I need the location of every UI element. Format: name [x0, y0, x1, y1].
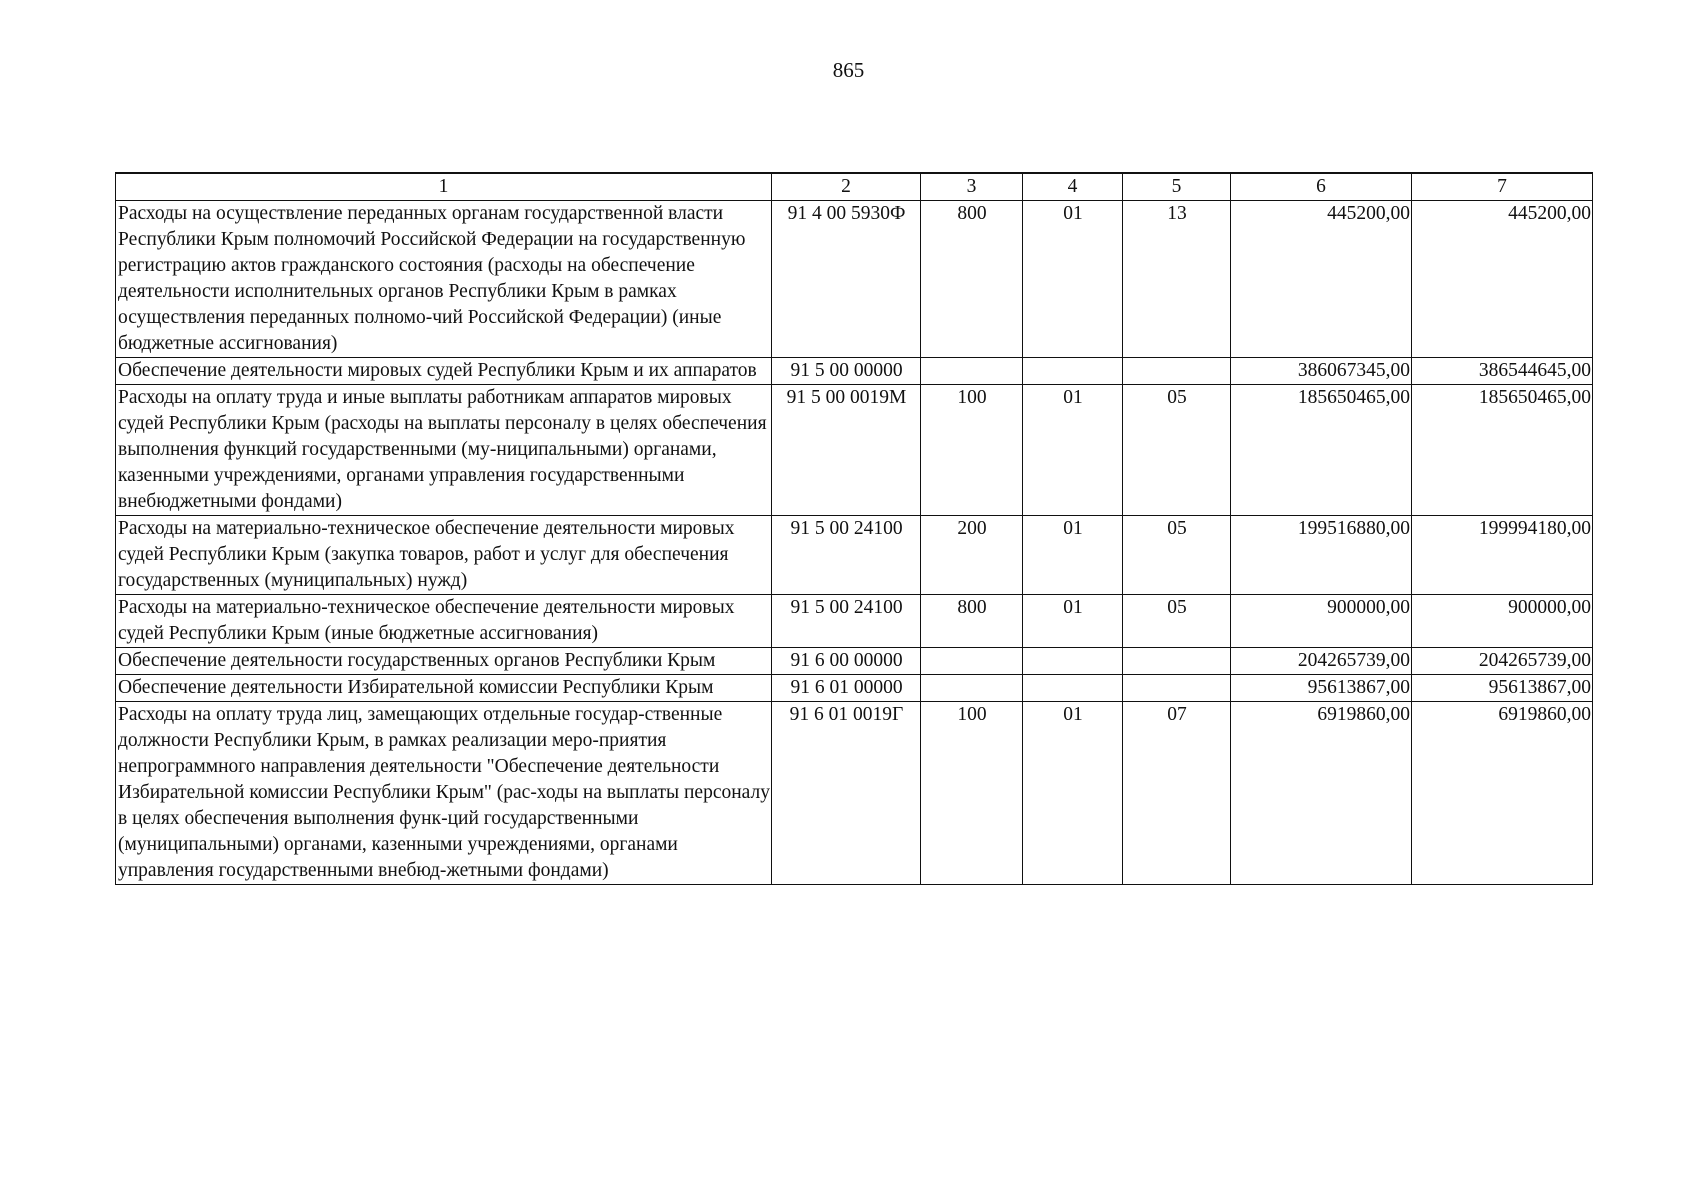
row-amount-col6: 445200,00 — [1231, 201, 1412, 358]
row-description: Обеспечение деятельности мировых судей Республики Крым и их аппаратов — [116, 358, 772, 385]
row-section — [1023, 675, 1123, 702]
row-amount-col6: 204265739,00 — [1231, 648, 1412, 675]
row-subsection — [1123, 358, 1231, 385]
row-expense-type: 100 — [921, 702, 1023, 885]
row-subsection — [1123, 675, 1231, 702]
row-amount-col7: 185650465,00 — [1412, 385, 1593, 516]
row-section — [1023, 648, 1123, 675]
table-row — [116, 675, 1593, 702]
table-row — [116, 201, 1593, 358]
row-subsection: 07 — [1123, 702, 1231, 885]
column-number-row — [116, 173, 1593, 201]
table-row — [116, 648, 1593, 675]
row-target-code: 91 5 00 0019М — [772, 385, 921, 516]
row-subsection — [1123, 648, 1231, 675]
row-target-code: 91 4 00 5930Ф — [772, 201, 921, 358]
row-target-code: 91 6 00 00000 — [772, 648, 921, 675]
row-description: Расходы на оплату труда и иные выплаты работникам аппаратов мировых судей Республики Крым (расходы на выплаты персоналу в целях обеспечения выполнения функций государственными (му-ниципальными) органами, казенными учреждениями, органами управления государственными внебюджетными фондами) — [116, 385, 772, 516]
table-row — [116, 358, 1593, 385]
table-row — [116, 385, 1593, 516]
row-section: 01 — [1023, 702, 1123, 885]
row-section: 01 — [1023, 201, 1123, 358]
row-target-code: 91 6 01 00000 — [772, 675, 921, 702]
row-target-code: 91 6 01 0019Г — [772, 702, 921, 885]
row-section — [1023, 358, 1123, 385]
row-expense-type — [921, 648, 1023, 675]
row-expense-type: 200 — [921, 516, 1023, 595]
row-subsection: 05 — [1123, 385, 1231, 516]
row-amount-col7: 386544645,00 — [1412, 358, 1593, 385]
column-number-6: 6 — [1231, 173, 1412, 201]
page-number: 865 — [832, 58, 865, 82]
row-amount-col7: 900000,00 — [1412, 595, 1593, 648]
column-number-4: 4 — [1023, 173, 1123, 201]
row-section: 01 — [1023, 595, 1123, 648]
row-target-code: 91 5 00 24100 — [772, 516, 921, 595]
column-number-1: 1 — [116, 173, 772, 201]
row-amount-col7: 445200,00 — [1412, 201, 1593, 358]
row-description: Расходы на оплату труда лиц, замещающих отдельные государ-ственные должности Республики Крым, в рамках реализации меро-приятия непрограммного направления деятельности "Обеспечение деятельности Избирательной комиссии Республики Крым" (рас-ходы на выплаты персоналу в целях обеспечения выполнения функ-ций государственными (муниципальными) органами, казенными учреждениями, органами управления государственными внебюд-жетными фондами) — [116, 702, 772, 885]
table-row — [116, 595, 1593, 648]
budget-table — [115, 172, 1593, 885]
table-row — [116, 702, 1593, 885]
row-amount-col6: 6919860,00 — [1231, 702, 1412, 885]
row-description: Обеспечение деятельности Избирательной комиссии Республики Крым — [116, 675, 772, 702]
row-amount-col7: 6919860,00 — [1412, 702, 1593, 885]
table-row — [116, 516, 1593, 595]
row-expense-type — [921, 675, 1023, 702]
row-amount-col6: 95613867,00 — [1231, 675, 1412, 702]
row-expense-type: 800 — [921, 595, 1023, 648]
row-amount-col6: 900000,00 — [1231, 595, 1412, 648]
row-expense-type — [921, 358, 1023, 385]
column-number-5: 5 — [1123, 173, 1231, 201]
column-number-7: 7 — [1412, 173, 1593, 201]
column-number-2: 2 — [772, 173, 921, 201]
row-target-code: 91 5 00 24100 — [772, 595, 921, 648]
row-description: Расходы на материально-техническое обеспечение деятельности мировых судей Республики Крым (иные бюджетные ассигнования) — [116, 595, 772, 648]
row-subsection: 13 — [1123, 201, 1231, 358]
row-amount-col7: 95613867,00 — [1412, 675, 1593, 702]
row-amount-col6: 199516880,00 — [1231, 516, 1412, 595]
row-description: Расходы на материально-техническое обеспечение деятельности мировых судей Республики Крым (закупка товаров, работ и услуг для обеспечения государственных (муниципальных) нужд) — [116, 516, 772, 595]
row-expense-type: 800 — [921, 201, 1023, 358]
row-amount-col6: 386067345,00 — [1231, 358, 1412, 385]
row-subsection: 05 — [1123, 595, 1231, 648]
row-section: 01 — [1023, 516, 1123, 595]
row-amount-col7: 199994180,00 — [1412, 516, 1593, 595]
row-description: Расходы на осуществление переданных органам государственной власти Республики Крым полномочий Российской Федерации на государственную регистрацию актов гражданского состояния (расходы на обеспечение деятельности исполнительных органов Республики Крым в рамках осуществления переданных полномо-чий Российской Федерации) (иные бюджетные ассигнования) — [116, 201, 772, 358]
row-description: Обеспечение деятельности государственных органов Республики Крым — [116, 648, 772, 675]
row-section: 01 — [1023, 385, 1123, 516]
row-amount-col6: 185650465,00 — [1231, 385, 1412, 516]
row-subsection: 05 — [1123, 516, 1231, 595]
row-expense-type: 100 — [921, 385, 1023, 516]
row-target-code: 91 5 00 00000 — [772, 358, 921, 385]
row-amount-col7: 204265739,00 — [1412, 648, 1593, 675]
column-number-3: 3 — [921, 173, 1023, 201]
